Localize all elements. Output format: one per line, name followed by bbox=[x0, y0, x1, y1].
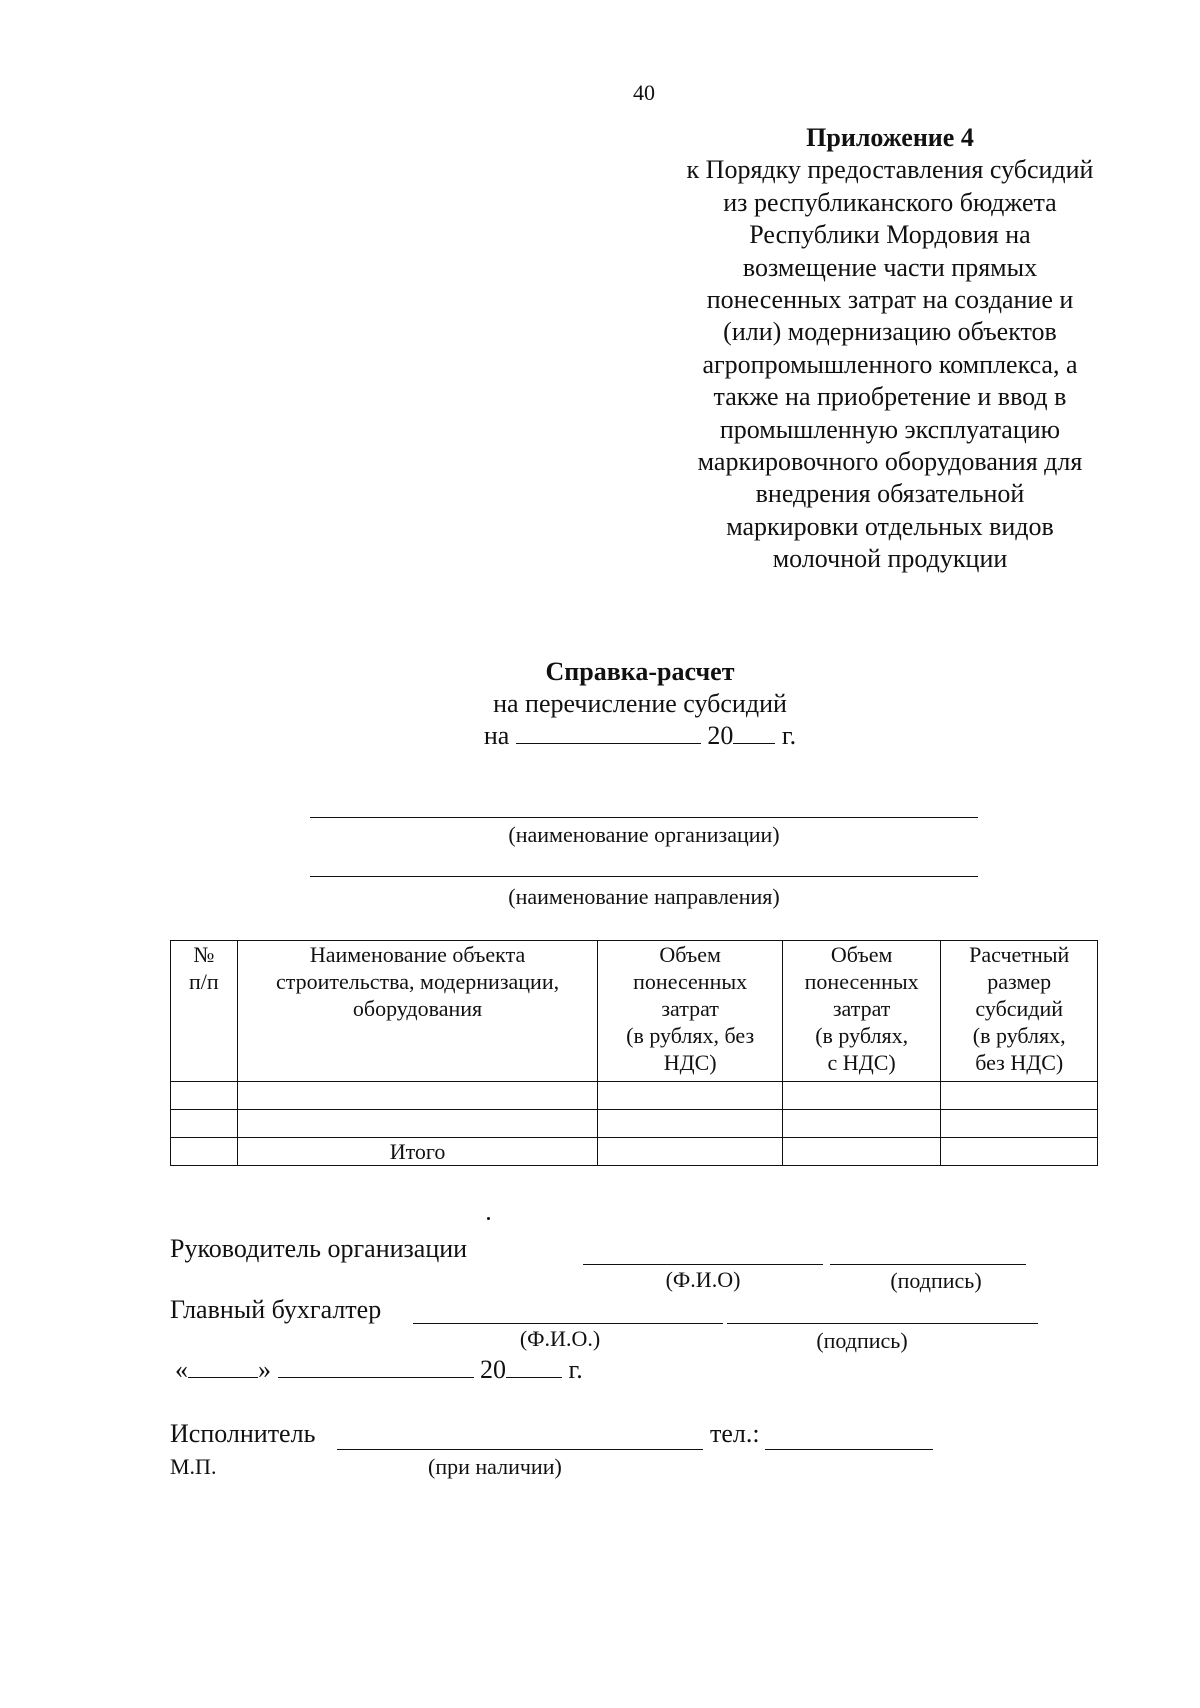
head-sign-caption: (подпись) bbox=[890, 1268, 982, 1293]
date-day-blank[interactable] bbox=[188, 1355, 258, 1378]
table-cell[interactable] bbox=[171, 1110, 238, 1138]
date-close-quote: » bbox=[258, 1355, 271, 1384]
header-number: № п/п bbox=[171, 941, 238, 1082]
date-prefix: на bbox=[483, 721, 510, 750]
date-year: 20 bbox=[707, 721, 734, 750]
table-cell[interactable] bbox=[171, 1138, 238, 1166]
accountant-fio-line[interactable] bbox=[413, 1323, 723, 1324]
date-month-blank[interactable] bbox=[278, 1355, 474, 1378]
accountant-fio-caption: (Ф.И.О.) bbox=[519, 1326, 601, 1351]
accountant-sign-line[interactable] bbox=[727, 1323, 1038, 1324]
executor-line[interactable] bbox=[337, 1449, 703, 1450]
phone-label: тел.: bbox=[710, 1419, 760, 1448]
table-header-row bbox=[171, 941, 1098, 1082]
date-year-blank[interactable] bbox=[506, 1355, 562, 1378]
head-label: Руководитель организации bbox=[170, 1234, 468, 1263]
table-cell[interactable] bbox=[782, 1138, 941, 1166]
accountant-sign-caption: (подпись) bbox=[816, 1328, 908, 1353]
table-cell[interactable] bbox=[237, 1110, 598, 1138]
phone-line[interactable] bbox=[765, 1449, 933, 1450]
table-cell[interactable] bbox=[941, 1138, 1098, 1166]
date-year: 20 bbox=[480, 1355, 506, 1384]
direction-name-line[interactable] bbox=[310, 876, 978, 877]
table-cell[interactable] bbox=[598, 1138, 782, 1166]
form-heading bbox=[380, 656, 900, 752]
table-cell[interactable] bbox=[782, 1110, 941, 1138]
org-name-line[interactable] bbox=[310, 817, 978, 818]
stray-dot bbox=[487, 1217, 490, 1220]
executor-label: Исполнитель bbox=[170, 1419, 316, 1448]
page-number: 40 bbox=[633, 80, 655, 105]
form-subtitle: на перечисление субсидий bbox=[493, 689, 787, 718]
date-year-blank[interactable] bbox=[733, 721, 775, 744]
table-cell[interactable] bbox=[598, 1082, 782, 1110]
header-cost-with-vat: Объем понесенных затрат (в рублях, с НДС) bbox=[782, 941, 941, 1082]
form-title: Справка-расчет bbox=[545, 657, 735, 686]
direction-caption: (наименование направления) bbox=[508, 884, 780, 909]
header-object-name: Наименование объекта строительства, модернизации, оборудования bbox=[237, 941, 598, 1082]
form-date-line bbox=[380, 720, 900, 752]
org-caption: (наименование организации) bbox=[508, 822, 780, 847]
appendix-title: Приложение 4 bbox=[806, 123, 974, 152]
header-subsidy-amount: Расчетный размер субсидий (в рублях, без НДС) bbox=[941, 941, 1098, 1082]
appendix-description: к Порядку предоставления субсидий из республиканского бюджета Республики Мордовия на возмещение части прямых понесенных затрат на создание и (или) модернизацию объектов агропромышленного комплекса, а также на приобретение и ввод в промышленную эксплуатацию маркировочного оборудования для внедрения обязательной маркировки отдельных видов молочной продукции bbox=[686, 155, 1094, 574]
table-cell[interactable] bbox=[171, 1082, 238, 1110]
date-month-blank[interactable] bbox=[516, 721, 701, 744]
stamp-caption: (при наличии) bbox=[428, 1454, 562, 1479]
head-sign-line[interactable] bbox=[830, 1264, 1026, 1265]
appendix-block bbox=[660, 122, 1120, 576]
date-suffix: г. bbox=[781, 721, 797, 750]
head-fio-line[interactable] bbox=[583, 1264, 823, 1265]
header-cost-without-vat: Объем понесенных затрат (в рублях, без НДС) bbox=[598, 941, 782, 1082]
table-cell[interactable] bbox=[782, 1082, 941, 1110]
table-cell[interactable] bbox=[598, 1110, 782, 1138]
table-row bbox=[171, 1110, 1098, 1138]
total-label: Итого bbox=[237, 1138, 598, 1166]
date-suffix: г. bbox=[568, 1355, 583, 1384]
date-open-quote: « bbox=[175, 1355, 188, 1384]
table-cell[interactable] bbox=[941, 1082, 1098, 1110]
table-cell[interactable] bbox=[237, 1082, 598, 1110]
date-line bbox=[175, 1355, 583, 1385]
table-cell[interactable] bbox=[941, 1110, 1098, 1138]
accountant-label: Главный бухгалтер bbox=[170, 1295, 382, 1324]
calc-table bbox=[170, 940, 1098, 1166]
table-total-row bbox=[171, 1138, 1098, 1166]
head-fio-caption: (Ф.И.О) bbox=[665, 1267, 741, 1292]
table-row bbox=[171, 1082, 1098, 1110]
stamp-label: М.П. bbox=[170, 1454, 217, 1479]
